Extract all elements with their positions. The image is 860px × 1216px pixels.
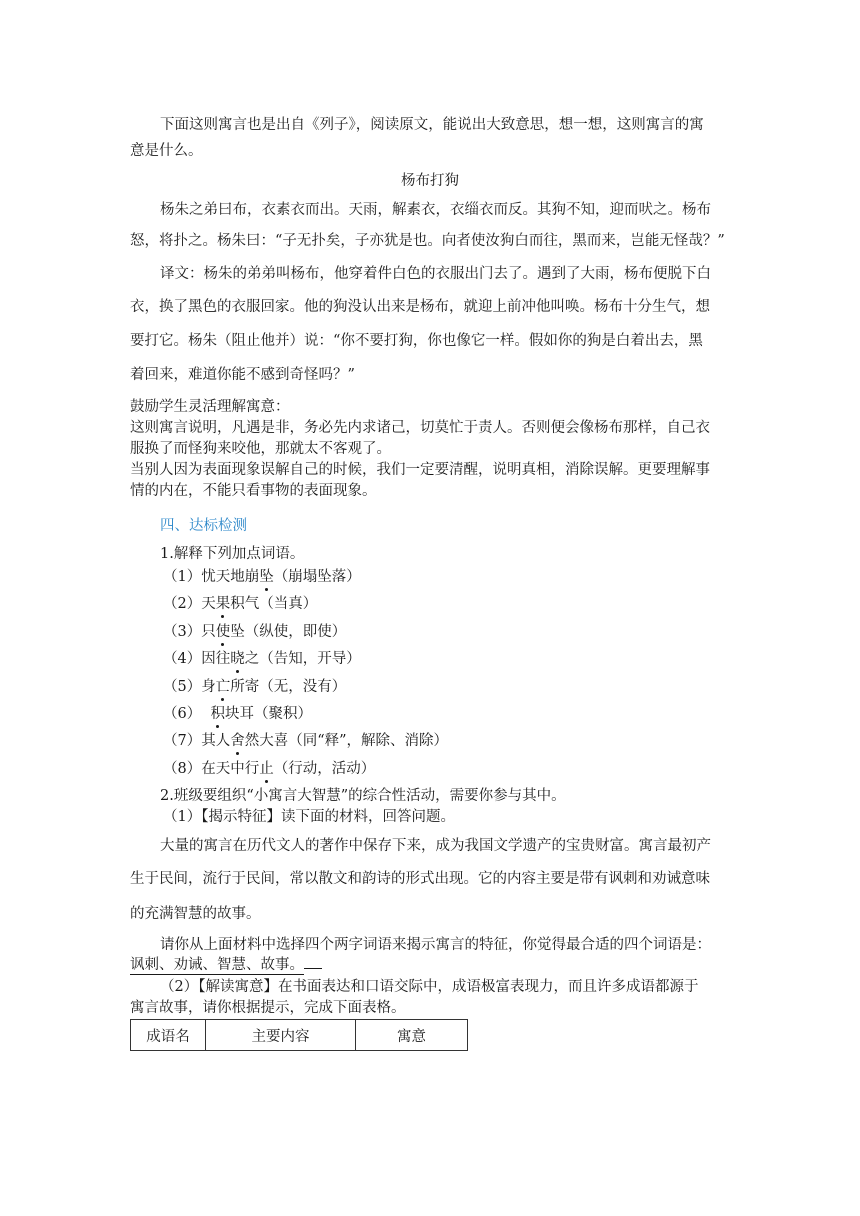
translation-line: 衣，换了黑色的衣服回家。他的狗没认出来是杨布，就迎上前冲他叫唤。杨布十分生气，想 [130, 299, 710, 315]
encourage-line: 这则寓言说明，凡遇是非，务必先内求诸己，切莫忙于责人。否则便会像杨布那样，自己衣 [130, 420, 710, 436]
intro-line: 下面这则寓言也是出自《列子》，阅读原文，能说出大致意思，想一想，这则寓言的寓 [160, 117, 704, 133]
emphasis-dot-char: 果 [216, 593, 231, 615]
emphasis-dot-char: 舍 [230, 730, 245, 752]
question-title: 2.班级要组织“小寓言大智慧”的综合性活动，需要你参与其中。 [160, 788, 566, 804]
emphasis-dot-char: 止 [259, 758, 274, 780]
table-header-cell: 寓意 [356, 1020, 468, 1051]
intro-line: 意是什么。 [130, 143, 203, 159]
emphasis-dot-char: 积 [210, 703, 225, 725]
translation-line: 着回来，难道你能不感到奇怪吗？” [130, 367, 355, 383]
original-text-line: 杨朱之弟曰布，衣素衣而出。天雨，解素衣，衣缁衣而反。其狗不知，迎而吠之。杨布 [160, 202, 711, 218]
vocab-item: （6） 积块耳（聚积） [163, 703, 763, 725]
vocab-item: （2）天果积气（当真） [163, 593, 763, 615]
answer-text: 讽刺、劝诫、智慧、故事。 [130, 957, 304, 973]
material-line: 的充满智慧的故事。 [130, 906, 261, 922]
emphasis-dot-char: 亡 [216, 676, 231, 698]
sub-question-label: （1）【揭示特征】读下面的材料，回答问题。 [163, 809, 455, 825]
vocab-item: （8）在天中行止（行动，活动） [163, 758, 763, 780]
vocab-item: （1）忧天地崩坠（崩塌坠落） [163, 566, 763, 588]
sub-question-line: 寓言故事，请你根据提示，完成下面表格。 [130, 1000, 406, 1016]
question-line: 请你从上面材料中选择四个两字词语来揭示寓言的特征，你觉得最合适的四个词语是： [160, 937, 711, 953]
emphasis-dot-char: 晓 [230, 648, 245, 670]
translation-line: 译文：杨朱的弟弟叫杨布，他穿着件白色的衣服出门去了。遇到了大雨，杨布便脱下白 [160, 266, 711, 282]
material-line: 大量的寓言在历代文人的著作中保存下来，成为我国文学遗产的宝贵财富。寓言最初产 [160, 838, 711, 854]
encourage-line: 鼓励学生灵活理解寓意： [130, 399, 290, 415]
emphasis-dot-char: 坠 [259, 566, 274, 588]
vocab-item: （5）身亡所寄（无，没有） [163, 676, 763, 698]
vocab-item: （7）其人舍然大喜（同“释”，解除、消除） [163, 730, 763, 752]
table-header-cell: 成语名 [131, 1020, 206, 1051]
translation-line: 要打它。杨朱（阻止他并）说：“你不要打狗，你也像它一样。假如你的狗是白着出去，黑 [130, 333, 703, 349]
emphasis-dot-char: 使 [216, 621, 231, 643]
table-header-cell: 主要内容 [206, 1020, 356, 1051]
original-text-line: 怒，将扑之。杨朱曰：“子无扑矣，子亦犹是也。向者使汝狗白而往，黑而来，岂能无怪哉？” [130, 233, 725, 249]
table-header-row [131, 1020, 468, 1051]
sub-question-line: （2）【解读寓意】在书面表达和口语交际中，成语极富表现力，而且许多成语都源于 [160, 979, 699, 995]
story-title: 杨布打狗 [401, 173, 459, 189]
encourage-line: 服换了而怪狗来咬他，那就太不客观了。 [130, 441, 391, 457]
encourage-line: 当别人因为表面现象误解自己的时候，我们一定要清醒，说明真相，消除误解。更要理解事 [130, 462, 710, 478]
vocab-item: （3）只使坠（纵使，即使） [163, 621, 763, 643]
encourage-line: 情的内在，不能只看事物的表面现象。 [130, 483, 377, 499]
question-title: 1.解释下列加点词语。 [160, 546, 305, 562]
answer-line [130, 954, 730, 976]
material-line: 生于民间，流行于民间，常以散文和韵诗的形式出现。它的内容主要是带有讽刺和劝诫意味 [130, 871, 710, 887]
section-heading: 四、达标检测 [160, 518, 247, 534]
idiom-table [130, 1019, 468, 1051]
vocab-item: （4）因往晓之（告知，开导） [163, 648, 763, 670]
